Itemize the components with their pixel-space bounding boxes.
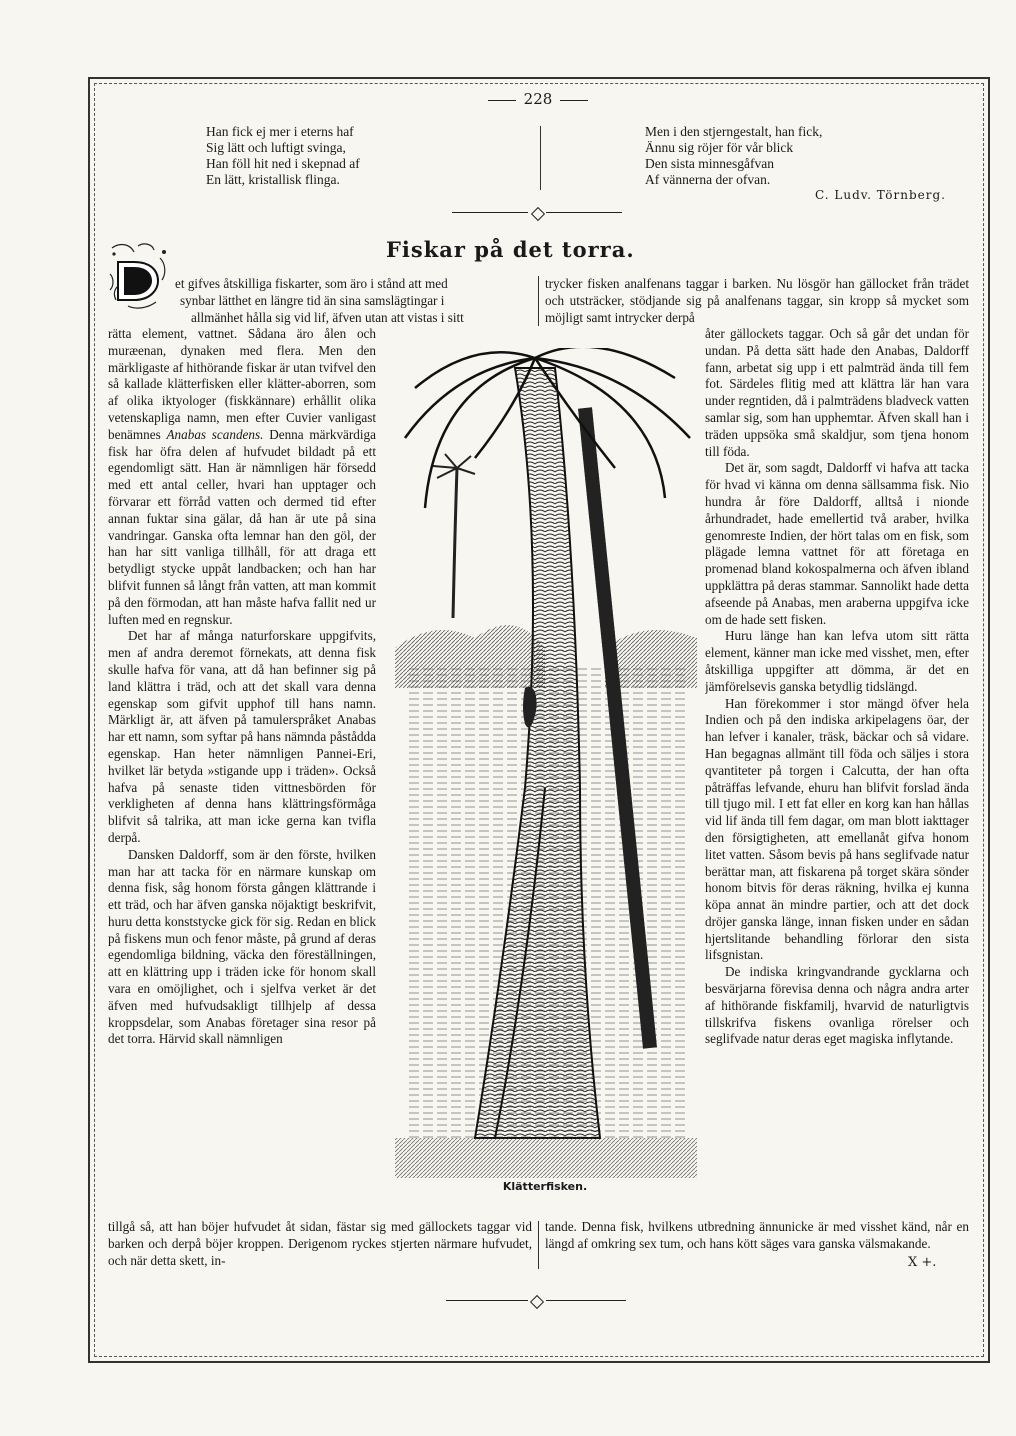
poem-right-stanza <box>645 124 822 188</box>
paragraph: Det är, som sagdt, Daldorff vi hafva att tacka för hvad vi känna om denna sällsamma fisk. Nio hundra år före Daldorff, alltså i nionde århundradet, hade emellertid två araber, hvilka genomreste Indien, der hört talas om en fisk, som plägade lemna vattnet för att företaga en promenad bland kokospalmerna och äfven ibland uppklättra på deras stammar. Sannolikt hade detta afseende på Anabas, men araberna uppgifva icke om de hade sett fisken. <box>705 460 969 627</box>
ornament-divider-bottom <box>446 1294 626 1308</box>
intro-line: et gifves åtskilliga fiskarter, som äro i stånd att med <box>175 276 448 291</box>
article-intro-right: trycker fisken analfenans taggar i barken. Nu lösgör han gällocket från trädet och utsträcker, stödjande sig på analfenans taggar, sin kropp så mycket som möjligt samt intrycker derpå <box>545 276 969 325</box>
article-title: Fiskar på det torra. <box>386 237 635 262</box>
poem-line: Den sista minnesgåfvan <box>645 156 774 171</box>
article-signature: X +. <box>908 1255 937 1270</box>
poem-line: Han fick ej mer i eterns haf <box>206 124 354 139</box>
poem-line: Ännu sig röjer för vår blick <box>645 140 794 155</box>
article-intro-left <box>175 276 529 326</box>
climbing-fish-palm-illustration <box>395 348 697 1178</box>
poem-author: C. Ludv. Törnberg. <box>815 188 946 202</box>
intro-line: synbar lätthet en längre tid än sina samslägtingar i <box>180 292 445 308</box>
poem-line: Sig lätt och luftigt svinga, <box>206 140 346 155</box>
article-right-column <box>705 326 969 1214</box>
paragraph: åter gällockets taggar. Och så går det undan för undan. På detta sätt hade den Anabas, Daldorff fann, arbetat sig upp i ett palmträd ända till fem fot. Särdeles flitig med att klättra lär han vara under regntiden, då i palmträdens bladveck vatten samlar sig, som han upphemtar. Äfven skall han i träden uppsöka små skaldjur, som tjena honom till föda. <box>705 326 969 459</box>
article-left-column <box>108 326 376 1214</box>
poem-line: Men i den stjerngestalt, han fick, <box>645 124 823 139</box>
paragraph: rätta element, vattnet. Sådana äro ålen och muræenan, dynaken med flera. Men den märkligaste af hithörande fiskar är utan tvifvel den så kallade klätterfisken eller klätter-aborren, som af olika iktyologer (fiskkännare) erhållit olika vetenskapliga namn, men efter Cuvier vanligast benämnes Anabas scandens. Denna märkvärdiga fisk har öfra delen af hufvudet bildadt på ett egendomligt sätt. Han är nämnligen här försedd med ett antal celler, hvari han upptager och förvarar ett förråd vatten och dermed tid efter annan fuktar sina gälar, då han är ute på sina vandringar. Ganska ofta lemnar han den göl, der han har sitt vanliga tillhåll, för att draga ett betydligt stycke uppåt landbacken; och han har blifvit funnen så långt från vatten, att man kommit på den förmodan, att han måste hafva fallit ned ur luften med en regnskur. <box>108 326 376 627</box>
paragraph: De indiska kringvandrande gycklarna och besvärjarna förevisa denna och några andra arter af hithörande fiskfamilj, hvarvid de naturligtvis tillskrifva fiskens ovanliga rörelser och seglifvade natur deras eget magiska inflytande. <box>705 964 969 1047</box>
column-divider-top <box>538 276 539 326</box>
poem-divider <box>540 126 541 190</box>
column-divider-bottom <box>538 1221 539 1269</box>
decorated-initial-d-icon <box>108 240 172 310</box>
paragraph: Dansken Daldorff, som är den förste, hvilken man har att tacka för en närmare kunskap om denna fisk, såg honom första gången klättrande i ett träd, och har äfven ganska nöjaktigt beskrifvit, huru detta konststycke gick för sig. Redan en blick på fiskens mun och fenor måste, på grund af deras egendomliga bildning, väcka den föreställningen, att en klättring upp i träden icke för honom skall vara en omöjlighet, och i sjelfva verket är det äfven med hufvudsakligt tillhjelp af dessa kroppsdelar, som Anabas företager sina resor på det torra. Härvid skall nämnligen <box>108 846 376 1047</box>
page-number: 228 <box>478 90 598 108</box>
paragraph: Huru länge han kan lefva utom sitt rätta element, känner man icke med visshet, men, efter åtskilliga uppgifter att dömma, är det en jämförelsevis ganska betydlig tidslängd. <box>705 628 969 694</box>
paragraph: Han förekommer i stor mängd öfver hela Indien och på den indiska arkipelagens öar, der han lefver i kanaler, träsk, bäckar och så vidare. Han begagnas allmänt till föda och säljes i stora qvantiteter på torgen i Calcutta, der han ofta påträffas lefvande, ehuru han blifvit forslad ända till tjugo mil. I ett fat eller en korg kan han hållas vid lif ända till fem dagar, om man blott iakttager den försigtigheten, att emellanåt gifva honom litet vatten. Såsom bevis på hans seglifvade natur berättar man, att fiskarena på torget skära sönder honom bitvis för deras räkning, hvilka ej kunna köpa annat än mindre partier, och att det dock dröjer ganska länge, innan fisken under en sådan hjertslitande behandling förlorar den sista lifsgnistan. <box>705 695 969 963</box>
poem-line: En lätt, kristallisk flinga. <box>206 172 340 187</box>
article-bottom-left: tillgå så, att han böjer hufvudet åt sidan, fästar sig med gällockets taggar vid barken och derpå böjer kroppen. Derigenom ryckes stjerten närmare hufvudet, och när detta skett, in- <box>108 1219 532 1268</box>
poem-line: Han föll hit ned i skepnad af <box>206 156 360 171</box>
poem-line: Af vännerna der ofvan. <box>645 172 771 187</box>
ornament-divider-top <box>452 206 622 220</box>
illustration-caption: Klätterfisken. <box>502 1180 588 1193</box>
article-bottom-right: tande. Denna fisk, hvilkens utbredning ännunicke är med visshet känd, når en längd af omkring sex tum, och hans kött säges vara ganska välsmakande. <box>545 1219 969 1251</box>
paragraph: Det har af många naturforskare uppgifvits, men af andra deremot förnekats, att denna fisk skulle hafva för vana, att då han befinner sig på land klättra i träd, och att det skall vara denna egenskap som gifvit upphof till hans namn. Märkligt är, att äfven på tamulerspråket Anabas har ett namn, som syftar på hans nämnda påstådda egenskap. Han heter nämnligen Pannei-Eri, hvilket lär betyda »stigande upp i träden». Också hafva på senaste tiden vittnesbörden för verkligheten af denna hans klättringsförmåga blifvit så talrika, att man icke gerna kan tvifla derpå. <box>108 628 376 845</box>
poem-left-stanza <box>206 124 360 188</box>
intro-line: allmänhet hålla sig vid lif, äfven utan att vistas i sitt <box>191 309 464 325</box>
species-name: Anabas scandens. <box>166 426 264 442</box>
